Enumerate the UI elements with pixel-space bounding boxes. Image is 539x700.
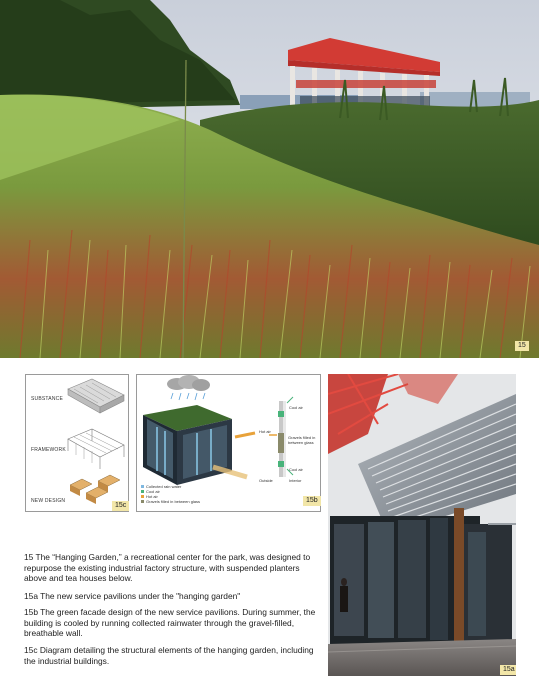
caption-15: 15 The “Hanging Garden,” a recreational center for the park, was designed to repurpose the existing industrial factory structure, with suspended planters above and tea houses below. — [24, 552, 311, 583]
section-cool-air-top: Cool air — [289, 405, 303, 410]
figure-tag-15: 15 — [515, 341, 529, 351]
diagram-15b — [136, 374, 321, 512]
diagram-15c — [25, 374, 129, 512]
service-pavilion-photo — [328, 374, 516, 676]
section-hot-air: Hot air — [259, 429, 271, 434]
section-gravel: Gravels filled in between glass — [288, 435, 316, 445]
section-outside: Outside — [259, 478, 273, 483]
label-substance: SUBSTANCE — [31, 396, 63, 402]
figure-tag-15b: 15b — [303, 496, 321, 506]
label-new-design: NEW DESIGN — [31, 498, 66, 504]
legend-gravel: Gravels filled in between glass — [146, 499, 201, 504]
label-framework: FRAMEWORK — [31, 447, 66, 453]
section-interior: Interior — [289, 478, 302, 483]
caption-15c: 15c Diagram detailing the structural elements of the hanging garden, including the industrial buildings. — [24, 645, 314, 666]
caption-15b: 15b The green facade design of the new service pavilions. During summer, the building is cooled by running collected rainwater through the gravel-filled, breathable wall. — [24, 607, 316, 638]
legend-rain-water: Collected rain water — [146, 484, 182, 489]
caption-15a: 15a The new service pavilions under the "hanging garden" — [24, 591, 241, 601]
section-cool-air-bottom: Cool air — [289, 467, 303, 472]
legend-hot-air: Hot air — [146, 494, 158, 499]
structure-layers-illustration — [62, 377, 128, 509]
figure-tag-15c: 15c — [112, 501, 129, 511]
pavilion-scene — [328, 374, 516, 676]
figure-tag-15a: 15a — [500, 665, 516, 675]
legend-cool-air: Cool air — [146, 489, 160, 494]
